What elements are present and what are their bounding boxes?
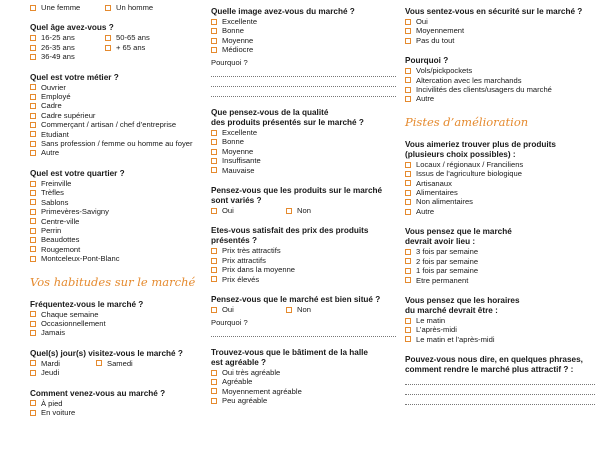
checkbox-option[interactable]: Beaudottes <box>30 235 202 244</box>
checkbox-option[interactable]: Chaque semaine <box>30 310 202 319</box>
gender-options <box>30 3 202 12</box>
checkbox-option[interactable]: Oui <box>211 206 286 215</box>
answer-line[interactable] <box>405 385 595 395</box>
question-age: Quel âge avez-vous ? <box>30 23 114 33</box>
checkbox-icon[interactable] <box>211 267 217 273</box>
checkbox-option[interactable]: Etudiant <box>30 130 202 139</box>
checkbox-option[interactable]: Rougemont <box>30 245 202 254</box>
checkbox-option[interactable]: Samedi <box>96 359 162 368</box>
checkbox-option[interactable]: Prix attractifs <box>211 256 396 265</box>
checkbox-icon[interactable] <box>105 5 111 11</box>
checkbox-option[interactable]: Occasionnellement <box>30 319 202 328</box>
checkbox-option[interactable]: Mauvaise <box>211 166 396 175</box>
checkbox-icon[interactable] <box>30 199 36 205</box>
checkbox-option[interactable]: Issus de l’agriculture biologique <box>405 169 595 178</box>
checkbox-option[interactable]: Bonne <box>211 26 396 35</box>
checkbox-option[interactable]: Commerçant / artisan / chef d’entreprise <box>30 120 202 129</box>
checkbox-option[interactable]: Cadre supérieur <box>30 111 202 120</box>
checkbox-icon[interactable] <box>30 122 36 128</box>
checkbox-icon[interactable] <box>405 38 411 44</box>
checkbox-icon[interactable] <box>405 190 411 196</box>
checkbox-option[interactable]: 16-25 ans <box>30 33 105 42</box>
checkbox-icon[interactable] <box>405 277 411 283</box>
checkbox-icon[interactable] <box>405 180 411 186</box>
checkbox-icon[interactable] <box>211 130 217 136</box>
checkbox-option[interactable]: Jamais <box>30 328 202 337</box>
answer-line[interactable] <box>211 327 396 337</box>
checkbox-option[interactable]: 26-35 ans <box>30 43 105 52</box>
checkbox-icon[interactable] <box>211 258 217 264</box>
checkbox-option[interactable]: Employé <box>30 92 202 101</box>
question-situe: Pensez-vous que le marché est bien situé ? <box>211 295 381 305</box>
checkbox-icon[interactable] <box>30 237 36 243</box>
checkbox-icon[interactable] <box>30 84 36 90</box>
question-variete: Pensez-vous que les produits sur le marché sont variés ? <box>211 186 383 206</box>
checkbox-icon[interactable] <box>96 360 102 366</box>
question-produits: Vous aimeriez trouver plus de produits (plusieurs choix possibles) : <box>405 139 556 159</box>
checkbox-option[interactable]: Prix élevés <box>211 275 396 284</box>
question-securite: Vous sentez-vous en sécurité sur le marché ? <box>405 7 583 16</box>
checkbox-icon[interactable] <box>405 68 411 74</box>
checkbox-icon[interactable] <box>286 208 292 214</box>
question-horaires: Vous pensez que les horaires du marché devrait être : <box>405 295 520 315</box>
checkbox-icon[interactable] <box>105 45 111 51</box>
checkbox-icon[interactable] <box>405 268 411 274</box>
checkbox-icon[interactable] <box>211 388 217 394</box>
checkbox-option[interactable]: Montceleux-Pont-Blanc <box>30 254 202 263</box>
checkbox-icon[interactable] <box>211 28 217 34</box>
checkbox-option[interactable]: Primevères-Savigny <box>30 207 202 216</box>
checkbox-option[interactable]: Incivilités des clients/usagers du marché <box>405 85 595 94</box>
checkbox-icon[interactable] <box>30 150 36 156</box>
checkbox-icon[interactable] <box>405 162 411 168</box>
answer-line[interactable] <box>211 67 396 77</box>
question-venue: Comment venez-vous au marché ? <box>30 388 166 398</box>
checkbox-icon[interactable] <box>30 181 36 187</box>
checkbox-option[interactable]: Le matin <box>405 316 595 325</box>
checkbox-icon[interactable] <box>30 141 36 147</box>
checkbox-option[interactable]: Moyennement <box>405 26 595 35</box>
checkbox-icon[interactable] <box>30 209 36 215</box>
checkbox-option[interactable]: Altercation avec les marchands <box>405 76 595 85</box>
checkbox-option[interactable]: Mardi <box>30 359 96 368</box>
section-title-pistes: Pistes d’amélioration <box>405 114 529 129</box>
checkbox-option[interactable]: 3 fois par semaine <box>405 247 595 256</box>
checkbox-option[interactable]: Oui très agréable <box>211 368 396 377</box>
checkbox-option[interactable]: 2 fois par semaine <box>405 257 595 266</box>
checkbox-icon[interactable] <box>405 327 411 333</box>
question-metier: Quel est votre métier ? <box>30 72 119 82</box>
checkbox-option[interactable]: Moyennement agréable <box>211 387 396 396</box>
checkbox-icon[interactable] <box>30 400 36 406</box>
checkbox-icon[interactable] <box>211 19 217 25</box>
checkbox-icon[interactable] <box>211 370 217 376</box>
option-row <box>211 206 396 215</box>
checkbox-option[interactable]: Vols/pickpockets <box>405 66 595 75</box>
checkbox-icon[interactable] <box>405 258 411 264</box>
checkbox-option[interactable]: Peu agréable <box>211 396 396 405</box>
checkbox-option[interactable]: 36-49 ans <box>30 52 105 61</box>
checkbox-icon[interactable] <box>30 311 36 317</box>
answer-line[interactable] <box>211 77 396 87</box>
checkbox-icon[interactable] <box>30 321 36 327</box>
checkbox-icon[interactable] <box>30 54 36 60</box>
checkbox-option[interactable]: Agréable <box>211 377 396 386</box>
checkbox-option[interactable]: Trèfles <box>30 188 202 197</box>
checkbox-option[interactable]: À pied <box>30 399 202 408</box>
option-row <box>211 305 396 314</box>
checkbox-option[interactable]: Etre permanent <box>405 276 595 285</box>
checkbox-icon[interactable] <box>30 131 36 137</box>
option-row <box>30 359 202 368</box>
checkbox-option[interactable]: Un homme <box>105 3 180 12</box>
option-row <box>30 43 202 52</box>
checkbox-option[interactable]: Prix dans la moyenne <box>211 265 396 274</box>
checkbox-icon[interactable] <box>30 360 36 366</box>
question-jours: Quel(s) jour(s) visitez-vous le marché ? <box>30 348 183 358</box>
checkbox-option[interactable]: Autre <box>405 207 595 216</box>
checkbox-option[interactable]: + 65 ans <box>105 43 180 52</box>
checkbox-option[interactable]: Cadre <box>30 101 202 110</box>
checkbox-option[interactable]: Non alimentaires <box>405 197 595 206</box>
checkbox-icon[interactable] <box>405 336 411 342</box>
question-image: Quelle image avez-vous du marché ? <box>211 7 355 16</box>
checkbox-icon[interactable] <box>30 410 36 416</box>
option-row <box>30 33 202 42</box>
question-pourquoi: Pourquoi ? <box>405 56 449 66</box>
column-left <box>30 0 202 417</box>
checkbox-option[interactable]: 1 fois par semaine <box>405 266 595 275</box>
checkbox-icon[interactable] <box>30 94 36 100</box>
checkbox-option[interactable]: Sans profession / femme ou homme au foyer <box>30 139 202 148</box>
checkbox-option[interactable]: Alimentaires <box>405 188 595 197</box>
checkbox-option[interactable]: Sablons <box>30 198 202 207</box>
checkbox-option[interactable]: Ouvrier <box>30 83 202 92</box>
checkbox-icon[interactable] <box>405 171 411 177</box>
question-frequence: Fréquentez-vous le marché ? <box>30 299 144 309</box>
checkbox-option[interactable]: Insuffisante <box>211 156 396 165</box>
checkbox-icon[interactable] <box>211 276 217 282</box>
checkbox-icon[interactable] <box>211 38 217 44</box>
checkbox-icon[interactable] <box>30 5 36 11</box>
question-quartier: Quel est votre quartier ? <box>30 168 125 178</box>
checkbox-icon[interactable] <box>211 307 217 313</box>
checkbox-icon[interactable] <box>405 318 411 324</box>
checkbox-icon[interactable] <box>405 249 411 255</box>
checkbox-option[interactable]: Oui <box>405 17 595 26</box>
checkbox-option[interactable]: Artisanaux <box>405 179 595 188</box>
option-row <box>30 52 202 61</box>
checkbox-icon[interactable] <box>30 190 36 196</box>
checkbox-icon[interactable] <box>30 228 36 234</box>
checkbox-icon[interactable] <box>211 47 217 53</box>
checkbox-icon[interactable] <box>211 379 217 385</box>
checkbox-icon[interactable] <box>211 149 217 155</box>
pourquoi-label: Pourquoi ? <box>211 317 248 327</box>
checkbox-icon[interactable] <box>105 35 111 41</box>
pourquoi-label: Pourquoi ? <box>211 57 248 67</box>
checkbox-icon[interactable] <box>405 77 411 83</box>
option-row <box>30 368 202 377</box>
column-middle <box>211 0 396 406</box>
checkbox-icon[interactable] <box>30 330 36 336</box>
checkbox-icon[interactable] <box>405 19 411 25</box>
checkbox-icon[interactable] <box>405 209 411 215</box>
checkbox-icon[interactable] <box>30 370 36 376</box>
checkbox-option[interactable]: Oui <box>211 305 286 314</box>
checkbox-icon[interactable] <box>211 167 217 173</box>
checkbox-option[interactable]: 50-65 ans <box>105 33 180 42</box>
checkbox-icon[interactable] <box>30 35 36 41</box>
checkbox-icon[interactable] <box>405 199 411 205</box>
checkbox-option[interactable]: Centre-ville <box>30 217 202 226</box>
checkbox-icon[interactable] <box>30 256 36 262</box>
checkbox-icon[interactable] <box>405 96 411 102</box>
column-right <box>405 0 595 405</box>
checkbox-icon[interactable] <box>211 208 217 214</box>
checkbox-icon[interactable] <box>30 218 36 224</box>
checkbox-icon[interactable] <box>405 87 411 93</box>
checkbox-option[interactable]: L’après-midi <box>405 325 595 334</box>
checkbox-option[interactable]: Pas du tout <box>405 36 595 45</box>
checkbox-option[interactable]: Jeudi <box>30 368 96 377</box>
question-lieu: Vous pensez que le marché devrait avoir lieu : <box>405 227 512 247</box>
checkbox-option[interactable]: Excellente <box>211 128 396 137</box>
checkbox-option[interactable]: Moyenne <box>211 36 396 45</box>
question-attractif: Pouvez-vous nous dire, en quelques phrases, comment rendre le marché plus attractif ? : <box>405 355 583 375</box>
answer-line[interactable] <box>211 87 396 97</box>
checkbox-icon[interactable] <box>211 248 217 254</box>
checkbox-icon[interactable] <box>405 28 411 34</box>
question-prix: Etes-vous satisfait des prix des produits présentés ? <box>211 226 369 246</box>
checkbox-option[interactable]: Non <box>286 305 361 314</box>
checkbox-option[interactable]: Autre <box>405 94 595 103</box>
checkbox-option[interactable]: Prix très attractifs <box>211 246 396 255</box>
checkbox-icon[interactable] <box>211 398 217 404</box>
question-qualite: Que pensez-vous de la qualité des produits présentés sur le marché ? <box>211 108 364 128</box>
checkbox-icon[interactable] <box>211 139 217 145</box>
checkbox-option[interactable]: Bonne <box>211 137 396 146</box>
checkbox-option[interactable]: Perrin <box>30 226 202 235</box>
checkbox-option[interactable]: En voiture <box>30 408 202 417</box>
checkbox-icon[interactable] <box>286 307 292 313</box>
checkbox-icon[interactable] <box>30 45 36 51</box>
checkbox-option[interactable]: Excellente <box>211 17 396 26</box>
answer-line[interactable] <box>405 395 595 405</box>
checkbox-icon[interactable] <box>30 103 36 109</box>
checkbox-icon[interactable] <box>211 158 217 164</box>
checkbox-option[interactable]: Autre <box>30 148 202 157</box>
checkbox-option[interactable]: Non <box>286 206 361 215</box>
checkbox-option[interactable]: Locaux / régionaux / Franciliens <box>405 160 595 169</box>
checkbox-option[interactable]: Moyenne <box>211 147 396 156</box>
section-title-habitudes: Vos habitudes sur le marché <box>30 274 196 289</box>
checkbox-option[interactable]: Le matin et l’après-midi <box>405 335 595 344</box>
checkbox-icon[interactable] <box>30 113 36 119</box>
answer-line[interactable] <box>405 375 595 385</box>
checkbox-option[interactable]: Freinville <box>30 179 202 188</box>
question-halle: Trouvez-vous que le bâtiment de la halle est agréable ? <box>211 347 368 367</box>
checkbox-icon[interactable] <box>30 246 36 252</box>
checkbox-option[interactable]: Médiocre <box>211 45 396 54</box>
checkbox-option[interactable]: Une femme <box>30 3 105 12</box>
